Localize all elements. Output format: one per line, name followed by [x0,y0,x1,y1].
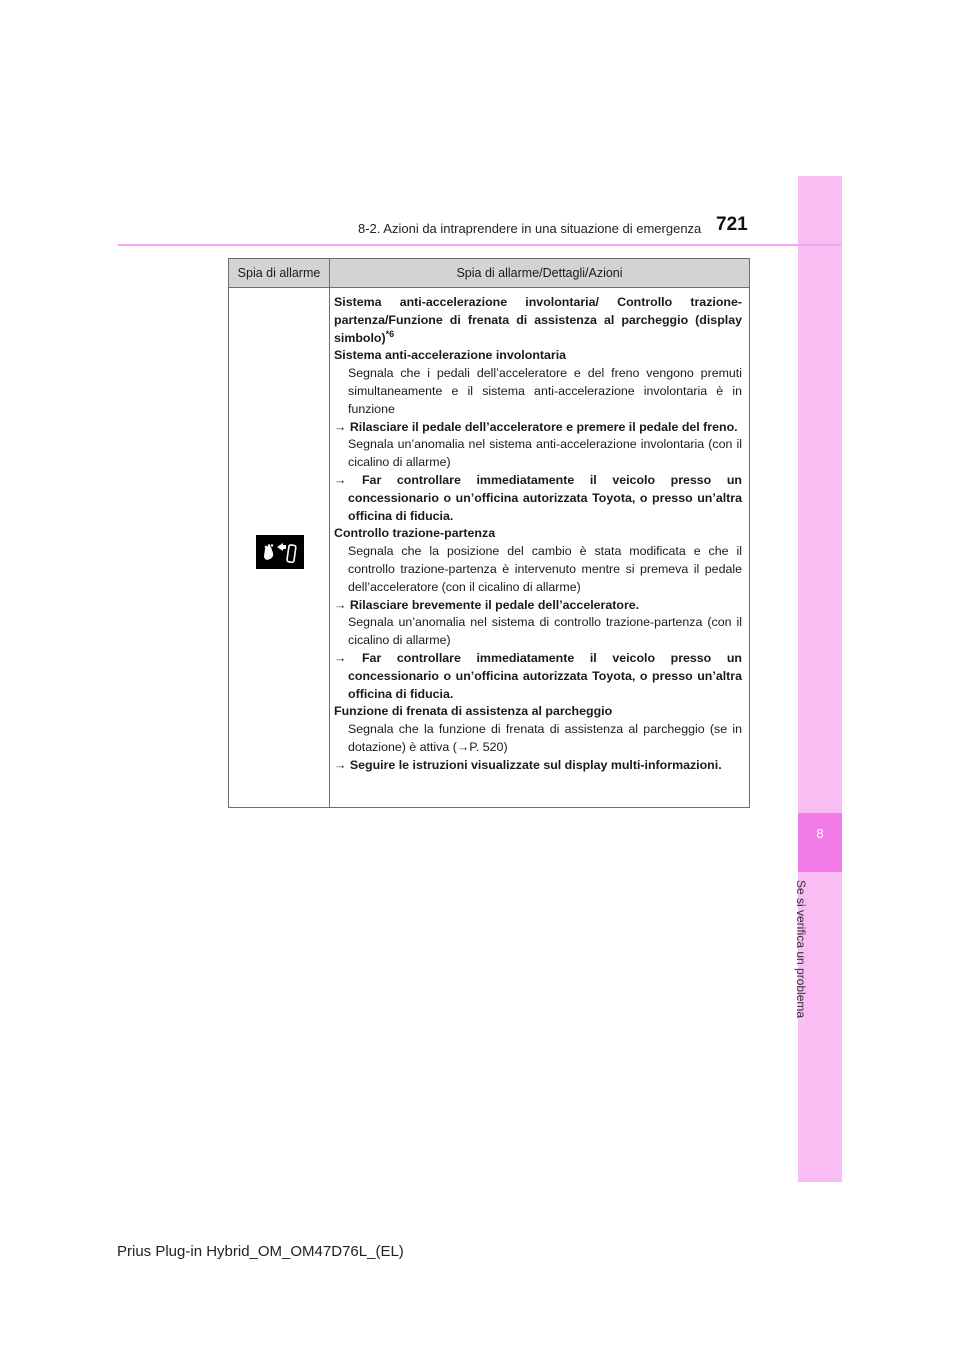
section-heading-parking-support-brake: Funzione di frenata di assistenza al parcheggio [334,704,613,719]
description: Segnala che la posizione del cambio è stata modificata e che il controllo trazione-partenza è intervenuto mentre si premeva il pedale dell’acceleratore (con il cicalino di allarme) [348,544,742,594]
description: Segnala che la funzione di frenata di assistenza al parcheggio (se in dotazione) è attiva (→P. 520) [348,722,742,754]
table-header-details: Spia di allarme/Dettagli/Azioni [456,266,623,280]
main-title-text: Sistema anti-accelerazione involontaria/ Controllo trazione-partenza/Funzione di frenata di assistenza al parcheggio (display simbolo) [334,295,742,345]
main-title [334,294,742,347]
description: Segnala un’anomalia nel sistema di controllo trazione-partenza (con il cicalino di allarme) [348,615,742,648]
arrow-icon: → [334,597,347,612]
action-text: Rilasciare brevemente il pedale dell’acceleratore. [349,597,640,612]
chapter-number: 8 [816,826,824,841]
chapter-title: Se si verifica un problema [794,880,808,1019]
section-heading-anti-acceleration: Sistema anti-accelerazione involontaria [334,348,567,363]
action-text: Far controllare immediatamente il veicolo presso un concessionario o un’officina autorizzata Toyota, o presso un’altra officina di fiducia. [348,472,742,523]
action-text: Far controllare immediatamente il veicolo presso un concessionario o un’officina autorizzata Toyota, o presso un’altra officina di fiducia. [348,650,742,701]
section-title: 8-2. Azioni da intraprendere in una situazione di emergenza [358,221,702,236]
section-heading-drive-start-control: Controllo trazione-partenza [334,526,496,541]
warning-light-table [228,258,750,808]
arrow-icon: → [334,419,347,434]
acceleration-suppression-warning-icon [256,535,304,569]
table-header-row [229,259,749,288]
column-divider [329,259,330,807]
arrow-icon: → [334,472,347,487]
description: Segnala un’anomalia nel sistema anti-accelerazione involontaria (con il cicalino di allarme) [348,437,742,470]
action-item [334,757,742,775]
warning-details [334,294,742,775]
header-divider [118,244,842,246]
chapter-number-box [798,813,842,872]
table-header-warning-light: Spia di allarme [237,266,321,280]
arrow-icon: → [334,757,347,772]
description: Segnala che i pedali dell’acceleratore e del freno vengono premuti simultaneamente e il sistema anti-accelerazione involontaria è in funzione [348,366,742,416]
action-text: Rilasciare il pedale dell’acceleratore e premere il pedale del freno. [349,419,738,434]
action-item [334,597,742,615]
action-text: Seguire le istruzioni visualizzate sul display multi-informazioni. [349,757,722,772]
footer-document-id: Prius Plug-in Hybrid_OM_OM47D76L_(EL) [117,1243,404,1260]
page-number: 721 [716,214,748,235]
footnote-mark: *6 [385,328,395,339]
arrow-icon: → [334,650,347,665]
action-item [334,419,742,437]
action-item [334,472,742,525]
action-item [334,650,742,703]
